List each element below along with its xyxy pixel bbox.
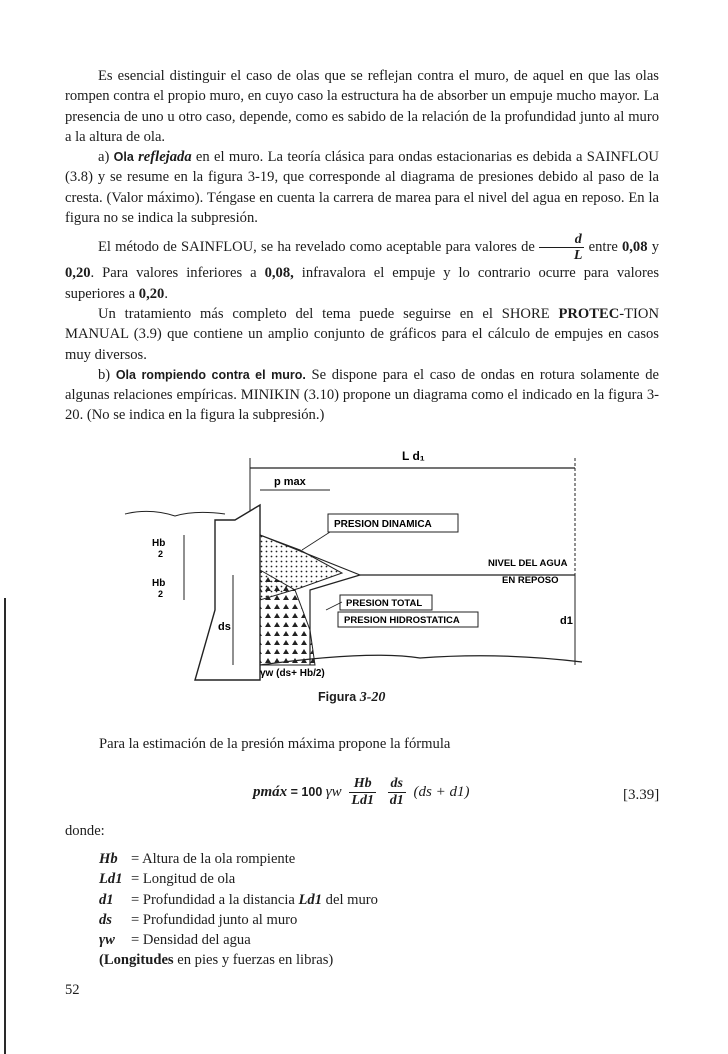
definitions-list <box>99 849 378 971</box>
scan-edge-line <box>4 598 6 1054</box>
figure-caption: Figura 3-20 <box>318 690 386 705</box>
value-low: 0,08 <box>621 239 648 256</box>
page-number: 52 <box>65 982 80 998</box>
label-en-reposo: EN REPOSO <box>502 575 559 586</box>
equation-number: [3.39] <box>623 787 660 803</box>
item-prefix: a) <box>98 149 114 166</box>
paragraph-2-text: en el muro. La teoría clásica para ondas estacionarias es debida a SAINFLOU (3.8) y se resume en la figura 3-19, que corresponde al diagrama de presiones debido al paso de la cresta. (Valor máximo). Téngase en cuenta la carrera de marea para el nivel del agua en reposo. En la figura no se indica la subpresión. <box>65 149 659 227</box>
label-d1: d1 <box>560 615 573 627</box>
seawall <box>195 505 260 680</box>
body-text <box>65 66 659 426</box>
paragraph-5: b) Ola rompiendo contra el muro. Se dispone para el caso de ondas en rotura solamente de algunas relaciones empíricas. MINIKIN (3.10) propone un diagrama como el indicado en la figura 3-20. (No se indica en la figura la subpresión.) <box>65 366 659 424</box>
formula-intro: Para la estimación de la presión máxima propone la fórmula <box>99 736 451 752</box>
paragraph-1: Es esencial distinguir el caso de olas que se reflejan contra el muro, de aquel en que las olas rompen contra el propio muro, en cuyo caso la estructura ha de absorber un empuje mucho mayor. La presencia de uno u otro caso, depende, como es sabido de la relación de la profundidad junto al muro a la altura de ola. <box>65 68 659 145</box>
svg-text:2: 2 <box>158 589 164 599</box>
definition-ld1: Ld1 = Longitud de ola <box>99 871 236 888</box>
svg-text:Hb: Hb <box>152 538 166 549</box>
paragraph-3: El método de SAINFLOU, se ha revelado como aceptable para valores de $\frac{d}{L}$ entre 0,08 y 0,20. Para valores inferiores a 0,08, infravalora el empuje y lo contrario ocurre para valores superiores a 0,20. <box>65 232 659 302</box>
label-presion-hidrostatica: PRESION HIDROSTATICA <box>344 615 460 626</box>
heading-reflejada: reflejada <box>138 149 192 166</box>
donde-label: donde: <box>65 823 105 839</box>
definition-ds: ds = Profundidad junto al muro <box>99 911 298 928</box>
label-l-d1: L d₁ <box>402 449 425 463</box>
formula-3-39: pmáx = 100 γw $\frac{Hb}{Ld1}$ $\frac{ds}{d1}$ (ds + d1) <box>253 776 470 808</box>
label-gamma: γw (ds+ Hb/2) <box>260 668 325 679</box>
heading-ola-rompiendo: Ola rompiendo contra el muro. <box>115 367 306 382</box>
definition-d1: d1 = Profundidad a la distancia Ld1 del muro <box>99 891 378 908</box>
paragraph-3-start: El método de SAINFLOU, se ha revelado como aceptable para valores de <box>98 239 535 256</box>
label-presion-total: PRESION TOTAL <box>346 598 423 609</box>
definition-hb: Hb = Altura de la ola rompiente <box>99 851 296 867</box>
label-ds: ds <box>218 621 231 633</box>
units-note: (Longitudes en pies y fuerzas en libras) <box>99 952 334 969</box>
figure-3-20-diagram <box>120 440 590 690</box>
value-high: 0,20 <box>65 265 91 282</box>
paragraph-2 <box>65 147 659 228</box>
svg-text:Hb: Hb <box>152 578 166 589</box>
svg-text:2: 2 <box>158 549 164 559</box>
label-presion-dinamica: PRESION DINAMICA <box>334 519 432 530</box>
label-nivel-agua: NIVEL DEL AGUA <box>488 558 568 569</box>
label-p-max: p max <box>274 476 306 488</box>
heading-ola: Ola <box>113 150 134 165</box>
definition-gamma: γw = Densidad del agua <box>99 932 251 949</box>
fraction-d-over-L: $\frac{d}{L}$ <box>539 232 585 263</box>
paragraph-4: Un tratamiento más completo del tema puede seguirse en el SHORE PROTEC-TION MANUAL (3.9) que contiene un amplio conjunto de gráficos para el cálculo de empujes en casos muy diversos. <box>65 305 659 363</box>
